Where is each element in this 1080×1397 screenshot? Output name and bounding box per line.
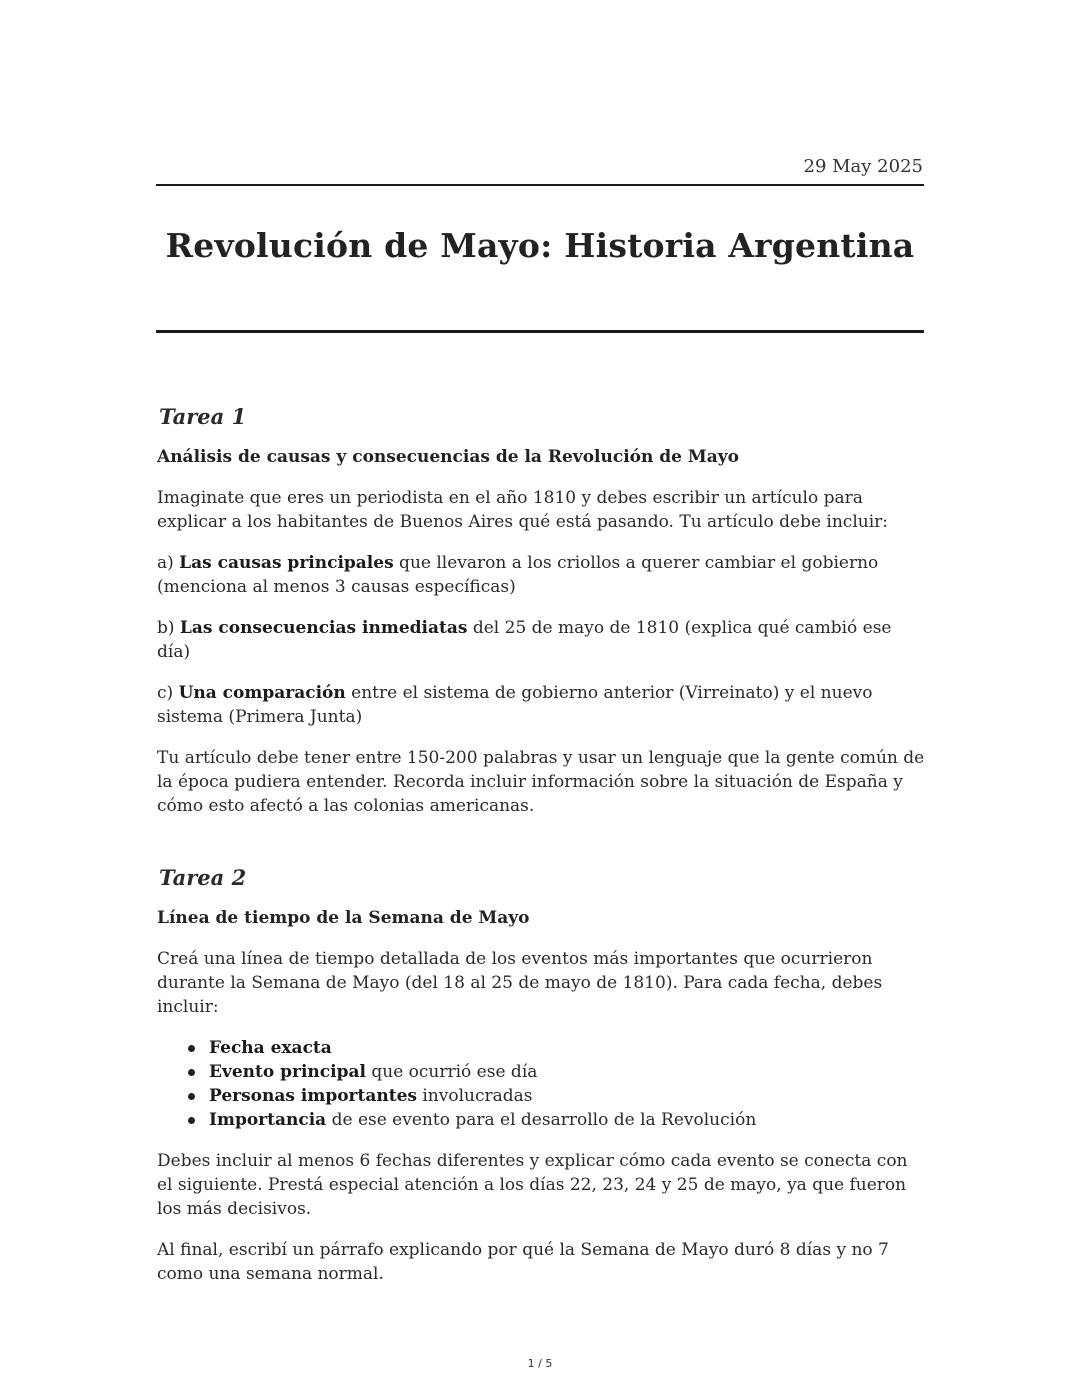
task-1-subtitle: Análisis de causas y consecuencias de la Revolución de Mayo xyxy=(157,447,739,467)
bullet-icon xyxy=(188,1117,195,1124)
list-item: Personas importantes involucradas xyxy=(209,1084,925,1108)
bullet-icon xyxy=(188,1045,195,1052)
task-2-bullet-list xyxy=(157,1036,925,1132)
task-1-section xyxy=(157,403,925,818)
task-2-heading: Tarea 2 xyxy=(159,865,247,890)
document-date: 29 May 2025 xyxy=(803,156,923,177)
task-2-section xyxy=(157,864,925,1286)
bullet-icon xyxy=(188,1069,195,1076)
task-2-paragraph-1: Debes incluir al menos 6 fechas diferentes y explicar cómo cada evento se conecta con el siguiente. Prestá especial atención a los días 22, 23, 24 y 25 de mayo, ya que fueron los más decisivos. xyxy=(157,1151,908,1219)
task-1-item-a: a) Las causas principales que llevaron a los criollos a querer cambiar el gobierno (menciona al menos 3 causas específicas) xyxy=(157,553,879,597)
list-item: Fecha exacta xyxy=(209,1036,925,1060)
header-divider xyxy=(156,184,924,186)
task-2-subtitle: Línea de tiempo de la Semana de Mayo xyxy=(157,908,530,928)
page-title: Revolución de Mayo: Historia Argentina xyxy=(165,226,915,265)
bullet-icon xyxy=(188,1093,195,1100)
task-2-paragraph-2: Al final, escribí un párrafo explicando por qué la Semana de Mayo duró 8 días y no 7 como una semana normal. xyxy=(157,1240,889,1284)
task-1-item-b: b) Las consecuencias inmediatas del 25 de mayo de 1810 (explica qué cambió ese día) xyxy=(157,618,892,662)
task-1-heading: Tarea 1 xyxy=(159,404,247,429)
task-2-intro: Creá una línea de tiempo detallada de los eventos más importantes que ocurrieron durante la Semana de Mayo (del 18 al 25 de mayo de 1810). Para cada fecha, debes incluir: xyxy=(157,949,883,1017)
list-item: Importancia de ese evento para el desarrollo de la Revolución xyxy=(209,1108,925,1132)
title-divider xyxy=(156,330,924,333)
page-indicator: 1 / 5 xyxy=(527,1357,553,1370)
list-item: Evento principal que ocurrió ese día xyxy=(209,1060,925,1084)
task-1-intro: Imaginate que eres un periodista en el año 1810 y debes escribir un artículo para explicar a los habitantes de Buenos Aires qué está pasando. Tu artículo debe incluir: xyxy=(157,488,888,532)
task-1-closing: Tu artículo debe tener entre 150-200 palabras y usar un lenguaje que la gente común de la época pudiera entender. Recorda incluir información sobre la situación de España y cómo esto afectó a las colonias americanas. xyxy=(157,748,925,816)
task-1-item-c: c) Una comparación entre el sistema de gobierno anterior (Virreinato) y el nuevo sistema (Primera Junta) xyxy=(157,683,873,727)
